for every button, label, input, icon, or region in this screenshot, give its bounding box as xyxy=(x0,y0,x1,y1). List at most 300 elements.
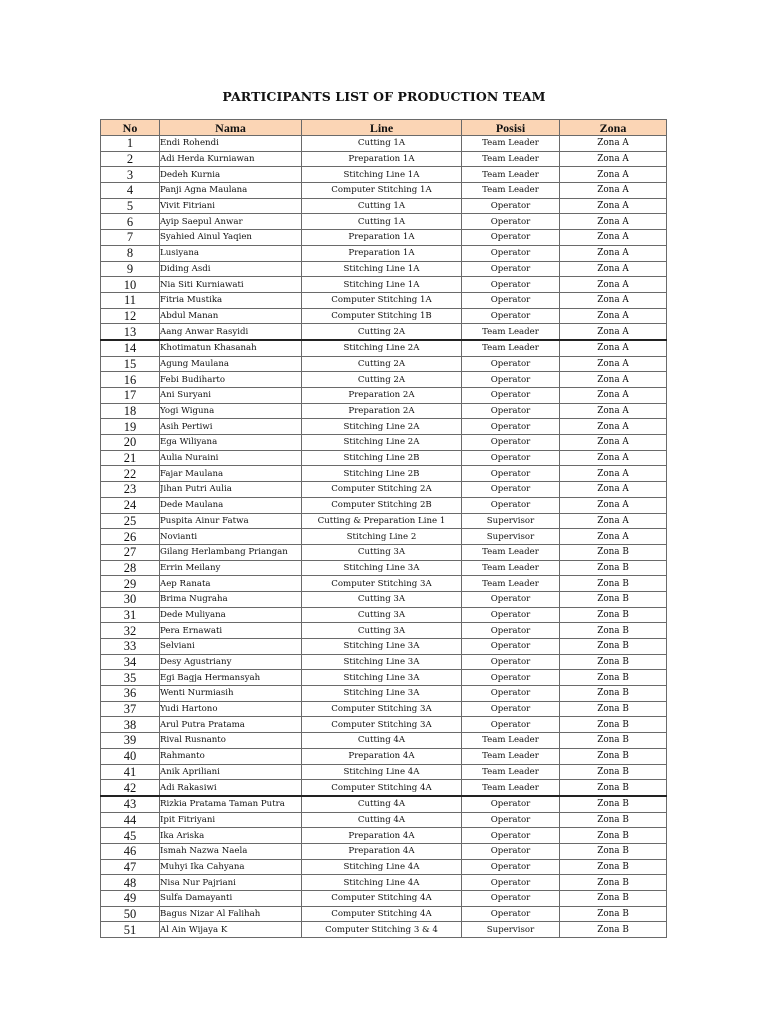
cell-nama: Agung Maulana xyxy=(160,356,302,372)
table-row xyxy=(101,733,667,749)
cell-posisi: Operator xyxy=(462,214,560,230)
cell-line: Cutting 3A xyxy=(302,623,462,639)
cell-posisi: Operator xyxy=(462,419,560,435)
cell-no: 19 xyxy=(101,419,160,435)
cell-line: Preparation 1A xyxy=(302,230,462,246)
cell-zona: Zona A xyxy=(560,245,667,261)
cell-posisi: Team Leader xyxy=(462,780,560,796)
cell-nama: Sulfa Damayanti xyxy=(160,891,302,907)
table-row xyxy=(101,544,667,560)
cell-posisi: Operator xyxy=(462,230,560,246)
cell-zona: Zona A xyxy=(560,340,667,356)
table-row xyxy=(101,261,667,277)
cell-zona: Zona A xyxy=(560,308,667,324)
cell-nama: Fitria Mustika xyxy=(160,292,302,308)
cell-no: 38 xyxy=(101,717,160,733)
table-row xyxy=(101,670,667,686)
cell-zona: Zona A xyxy=(560,450,667,466)
cell-no: 23 xyxy=(101,482,160,498)
cell-posisi: Operator xyxy=(462,482,560,498)
cell-line: Stitching Line 3A xyxy=(302,686,462,702)
cell-nama: Rizkia Pratama Taman Putra xyxy=(160,796,302,812)
cell-zona: Zona A xyxy=(560,214,667,230)
cell-zona: Zona B xyxy=(560,654,667,670)
cell-zona: Zona B xyxy=(560,780,667,796)
cell-posisi: Team Leader xyxy=(462,340,560,356)
cell-no: 22 xyxy=(101,466,160,482)
cell-zona: Zona B xyxy=(560,843,667,859)
table-row xyxy=(101,419,667,435)
cell-nama: Aep Ranata xyxy=(160,576,302,592)
cell-zona: Zona B xyxy=(560,639,667,655)
cell-zona: Zona B xyxy=(560,560,667,576)
cell-posisi: Operator xyxy=(462,356,560,372)
page-title: PARTICIPANTS LIST OF PRODUCTION TEAM xyxy=(222,89,546,104)
cell-nama: Nia Siti Kurniawati xyxy=(160,277,302,293)
cell-no: 21 xyxy=(101,450,160,466)
cell-nama: Puspita Ainur Fatwa xyxy=(160,513,302,529)
table-row xyxy=(101,466,667,482)
cell-zona: Zona A xyxy=(560,230,667,246)
cell-posisi: Operator xyxy=(462,906,560,922)
table-row xyxy=(101,136,667,152)
table-row xyxy=(101,151,667,167)
cell-nama: Dede Maulana xyxy=(160,497,302,513)
table-body xyxy=(101,136,667,938)
cell-nama: Rahmanto xyxy=(160,748,302,764)
cell-posisi: Operator xyxy=(462,198,560,214)
cell-zona: Zona A xyxy=(560,419,667,435)
cell-zona: Zona A xyxy=(560,356,667,372)
cell-nama: Lusiyana xyxy=(160,245,302,261)
cell-nama: Gilang Herlambang Priangan xyxy=(160,544,302,560)
cell-zona: Zona A xyxy=(560,529,667,545)
cell-nama: Yudi Hartono xyxy=(160,701,302,717)
cell-zona: Zona B xyxy=(560,796,667,812)
cell-no: 1 xyxy=(101,136,160,152)
cell-no: 5 xyxy=(101,198,160,214)
cell-zona: Zona A xyxy=(560,167,667,183)
cell-no: 6 xyxy=(101,214,160,230)
table-row xyxy=(101,654,667,670)
cell-line: Computer Stitching 3A xyxy=(302,576,462,592)
cell-line: Stitching Line 2A xyxy=(302,419,462,435)
cell-no: 49 xyxy=(101,891,160,907)
cell-nama: Syahied Ainul Yaqien xyxy=(160,230,302,246)
cell-line: Cutting 4A xyxy=(302,796,462,812)
table-row xyxy=(101,701,667,717)
cell-line: Cutting & Preparation Line 1 xyxy=(302,513,462,529)
cell-zona: Zona B xyxy=(560,701,667,717)
cell-no: 45 xyxy=(101,828,160,844)
table-row xyxy=(101,356,667,372)
table-row xyxy=(101,198,667,214)
header-no: No xyxy=(101,120,160,136)
cell-no: 47 xyxy=(101,859,160,875)
cell-no: 36 xyxy=(101,686,160,702)
cell-nama: Bagus Nizar Al Falihah xyxy=(160,906,302,922)
cell-nama: Abdul Manan xyxy=(160,308,302,324)
cell-zona: Zona A xyxy=(560,324,667,340)
cell-posisi: Operator xyxy=(462,497,560,513)
cell-posisi: Operator xyxy=(462,639,560,655)
cell-zona: Zona A xyxy=(560,136,667,152)
cell-zona: Zona A xyxy=(560,261,667,277)
cell-no: 43 xyxy=(101,796,160,812)
table-row xyxy=(101,639,667,655)
cell-zona: Zona B xyxy=(560,670,667,686)
cell-no: 16 xyxy=(101,372,160,388)
cell-no: 2 xyxy=(101,151,160,167)
cell-nama: Anik Apriliani xyxy=(160,764,302,780)
cell-line: Stitching Line 4A xyxy=(302,875,462,891)
table-row xyxy=(101,780,667,796)
table-row xyxy=(101,717,667,733)
cell-nama: Vivit Fitriani xyxy=(160,198,302,214)
cell-line: Stitching Line 3A xyxy=(302,639,462,655)
cell-no: 35 xyxy=(101,670,160,686)
cell-zona: Zona B xyxy=(560,812,667,828)
cell-no: 12 xyxy=(101,308,160,324)
cell-no: 11 xyxy=(101,292,160,308)
cell-line: Computer Stitching 4A xyxy=(302,891,462,907)
cell-posisi: Team Leader xyxy=(462,183,560,199)
cell-zona: Zona B xyxy=(560,717,667,733)
cell-line: Cutting 2A xyxy=(302,356,462,372)
table-row xyxy=(101,922,667,938)
cell-zona: Zona A xyxy=(560,435,667,451)
cell-nama: Aulia Nuraini xyxy=(160,450,302,466)
table-row xyxy=(101,435,667,451)
cell-zona: Zona B xyxy=(560,828,667,844)
table-row xyxy=(101,340,667,356)
cell-zona: Zona B xyxy=(560,607,667,623)
cell-zona: Zona B xyxy=(560,764,667,780)
cell-nama: Ani Suryani xyxy=(160,388,302,404)
cell-posisi: Operator xyxy=(462,607,560,623)
cell-line: Computer Stitching 3A xyxy=(302,717,462,733)
cell-no: 33 xyxy=(101,639,160,655)
cell-posisi: Operator xyxy=(462,796,560,812)
cell-line: Stitching Line 2B xyxy=(302,466,462,482)
cell-line: Computer Stitching 2A xyxy=(302,482,462,498)
cell-nama: Pera Ernawati xyxy=(160,623,302,639)
cell-posisi: Operator xyxy=(462,717,560,733)
cell-line: Stitching Line 2A xyxy=(302,435,462,451)
cell-zona: Zona B xyxy=(560,922,667,938)
cell-line: Stitching Line 1A xyxy=(302,167,462,183)
table-row xyxy=(101,450,667,466)
table-row xyxy=(101,843,667,859)
cell-posisi: Team Leader xyxy=(462,167,560,183)
cell-line: Stitching Line 3A xyxy=(302,560,462,576)
header-nama: Nama xyxy=(160,120,302,136)
cell-zona: Zona A xyxy=(560,183,667,199)
cell-posisi: Operator xyxy=(462,828,560,844)
cell-line: Stitching Line 1A xyxy=(302,261,462,277)
table-row xyxy=(101,607,667,623)
cell-nama: Fajar Maulana xyxy=(160,466,302,482)
cell-no: 40 xyxy=(101,748,160,764)
cell-nama: Ipit Fitriyani xyxy=(160,812,302,828)
cell-zona: Zona A xyxy=(560,277,667,293)
cell-posisi: Operator xyxy=(462,261,560,277)
participants-table xyxy=(100,119,667,938)
cell-nama: Muhyi Ika Cahyana xyxy=(160,859,302,875)
cell-posisi: Operator xyxy=(462,245,560,261)
cell-posisi: Operator xyxy=(462,701,560,717)
cell-zona: Zona A xyxy=(560,466,667,482)
cell-line: Preparation 4A xyxy=(302,748,462,764)
table-row xyxy=(101,513,667,529)
cell-zona: Zona A xyxy=(560,388,667,404)
cell-nama: Brima Nugraha xyxy=(160,591,302,607)
cell-no: 41 xyxy=(101,764,160,780)
cell-nama: Febi Budiharto xyxy=(160,372,302,388)
cell-nama: Novianti xyxy=(160,529,302,545)
cell-no: 39 xyxy=(101,733,160,749)
cell-no: 13 xyxy=(101,324,160,340)
cell-line: Cutting 3A xyxy=(302,544,462,560)
table-row xyxy=(101,828,667,844)
table-row xyxy=(101,324,667,340)
table-row xyxy=(101,403,667,419)
cell-nama: Endi Rohendi xyxy=(160,136,302,152)
table-row xyxy=(101,482,667,498)
cell-line: Cutting 1A xyxy=(302,214,462,230)
cell-line: Cutting 3A xyxy=(302,591,462,607)
cell-posisi: Team Leader xyxy=(462,544,560,560)
table-row xyxy=(101,230,667,246)
cell-no: 24 xyxy=(101,497,160,513)
cell-no: 10 xyxy=(101,277,160,293)
cell-zona: Zona B xyxy=(560,623,667,639)
cell-nama: Ika Ariska xyxy=(160,828,302,844)
cell-no: 4 xyxy=(101,183,160,199)
cell-zona: Zona A xyxy=(560,372,667,388)
cell-zona: Zona B xyxy=(560,748,667,764)
cell-line: Preparation 2A xyxy=(302,388,462,404)
table-row xyxy=(101,796,667,812)
cell-posisi: Operator xyxy=(462,403,560,419)
cell-line: Cutting 4A xyxy=(302,733,462,749)
cell-nama: Errin Meilany xyxy=(160,560,302,576)
cell-zona: Zona A xyxy=(560,497,667,513)
table-row xyxy=(101,812,667,828)
cell-nama: Rival Rusnanto xyxy=(160,733,302,749)
table-row xyxy=(101,292,667,308)
cell-nama: Wenti Nurmiasih xyxy=(160,686,302,702)
cell-nama: Ega Wiliyana xyxy=(160,435,302,451)
cell-nama: Arul Putra Pratama xyxy=(160,717,302,733)
header-zona: Zona xyxy=(560,120,667,136)
table-row xyxy=(101,388,667,404)
table-row xyxy=(101,891,667,907)
cell-line: Computer Stitching 3A xyxy=(302,701,462,717)
cell-no: 37 xyxy=(101,701,160,717)
cell-posisi: Operator xyxy=(462,277,560,293)
cell-posisi: Team Leader xyxy=(462,560,560,576)
cell-line: Computer Stitching 4A xyxy=(302,906,462,922)
cell-posisi: Operator xyxy=(462,292,560,308)
cell-no: 7 xyxy=(101,230,160,246)
cell-posisi: Operator xyxy=(462,812,560,828)
cell-zona: Zona B xyxy=(560,576,667,592)
cell-posisi: Team Leader xyxy=(462,151,560,167)
cell-nama: Egi Bagja Hermansyah xyxy=(160,670,302,686)
cell-posisi: Supervisor xyxy=(462,922,560,938)
cell-line: Computer Stitching 3 & 4 xyxy=(302,922,462,938)
cell-posisi: Supervisor xyxy=(462,513,560,529)
cell-no: 27 xyxy=(101,544,160,560)
cell-zona: Zona B xyxy=(560,686,667,702)
cell-nama: Adi Herda Kurniawan xyxy=(160,151,302,167)
cell-posisi: Operator xyxy=(462,591,560,607)
cell-no: 48 xyxy=(101,875,160,891)
cell-line: Cutting 3A xyxy=(302,607,462,623)
cell-no: 30 xyxy=(101,591,160,607)
cell-no: 9 xyxy=(101,261,160,277)
cell-posisi: Operator xyxy=(462,623,560,639)
cell-no: 14 xyxy=(101,340,160,356)
cell-posisi: Supervisor xyxy=(462,529,560,545)
cell-zona: Zona B xyxy=(560,544,667,560)
table-row xyxy=(101,906,667,922)
cell-zona: Zona B xyxy=(560,875,667,891)
cell-nama: Diding Asdi xyxy=(160,261,302,277)
cell-posisi: Operator xyxy=(462,843,560,859)
cell-line: Preparation 1A xyxy=(302,151,462,167)
cell-line: Stitching Line 2 xyxy=(302,529,462,545)
cell-line: Stitching Line 3A xyxy=(302,654,462,670)
cell-posisi: Operator xyxy=(462,654,560,670)
table-row xyxy=(101,623,667,639)
cell-posisi: Operator xyxy=(462,891,560,907)
cell-line: Cutting 2A xyxy=(302,372,462,388)
cell-posisi: Team Leader xyxy=(462,764,560,780)
cell-posisi: Team Leader xyxy=(462,576,560,592)
cell-nama: Aang Anwar Rasyidi xyxy=(160,324,302,340)
header-line: Line xyxy=(302,120,462,136)
table-row xyxy=(101,497,667,513)
cell-line: Stitching Line 2A xyxy=(302,340,462,356)
cell-no: 25 xyxy=(101,513,160,529)
table-header-row xyxy=(101,120,667,136)
cell-line: Computer Stitching 4A xyxy=(302,780,462,796)
cell-zona: Zona A xyxy=(560,198,667,214)
cell-no: 28 xyxy=(101,560,160,576)
cell-no: 46 xyxy=(101,843,160,859)
table-row xyxy=(101,875,667,891)
cell-posisi: Operator xyxy=(462,686,560,702)
cell-no: 51 xyxy=(101,922,160,938)
table-row xyxy=(101,308,667,324)
cell-posisi: Operator xyxy=(462,388,560,404)
cell-zona: Zona A xyxy=(560,403,667,419)
cell-line: Stitching Line 1A xyxy=(302,277,462,293)
cell-no: 31 xyxy=(101,607,160,623)
table-row xyxy=(101,748,667,764)
cell-nama: Adi Rakasiwi xyxy=(160,780,302,796)
cell-line: Cutting 4A xyxy=(302,812,462,828)
cell-posisi: Team Leader xyxy=(462,748,560,764)
cell-line: Preparation 4A xyxy=(302,843,462,859)
cell-line: Stitching Line 2B xyxy=(302,450,462,466)
table-row xyxy=(101,183,667,199)
cell-zona: Zona A xyxy=(560,482,667,498)
table-row xyxy=(101,277,667,293)
cell-no: 44 xyxy=(101,812,160,828)
cell-nama: Ismah Nazwa Naela xyxy=(160,843,302,859)
table-row xyxy=(101,372,667,388)
cell-zona: Zona B xyxy=(560,891,667,907)
cell-no: 18 xyxy=(101,403,160,419)
cell-line: Computer Stitching 2B xyxy=(302,497,462,513)
cell-no: 15 xyxy=(101,356,160,372)
cell-posisi: Operator xyxy=(462,372,560,388)
cell-posisi: Operator xyxy=(462,875,560,891)
cell-no: 8 xyxy=(101,245,160,261)
cell-nama: Panji Agna Maulana xyxy=(160,183,302,199)
cell-posisi: Operator xyxy=(462,466,560,482)
cell-nama: Khotimatun Khasanah xyxy=(160,340,302,356)
cell-zona: Zona B xyxy=(560,591,667,607)
cell-no: 3 xyxy=(101,167,160,183)
cell-no: 17 xyxy=(101,388,160,404)
cell-nama: Yogi Wiguna xyxy=(160,403,302,419)
cell-nama: Dede Muliyana xyxy=(160,607,302,623)
cell-nama: Dedeh Kurnia xyxy=(160,167,302,183)
table-row xyxy=(101,859,667,875)
cell-no: 42 xyxy=(101,780,160,796)
table-row xyxy=(101,560,667,576)
cell-posisi: Team Leader xyxy=(462,324,560,340)
table-row xyxy=(101,764,667,780)
cell-line: Stitching Line 4A xyxy=(302,764,462,780)
cell-no: 26 xyxy=(101,529,160,545)
cell-nama: Asih Pertiwi xyxy=(160,419,302,435)
cell-line: Computer Stitching 1B xyxy=(302,308,462,324)
cell-nama: Al Ain Wijaya K xyxy=(160,922,302,938)
cell-posisi: Operator xyxy=(462,308,560,324)
header-posisi: Posisi xyxy=(462,120,560,136)
cell-zona: Zona B xyxy=(560,859,667,875)
table-row xyxy=(101,529,667,545)
cell-posisi: Operator xyxy=(462,450,560,466)
cell-no: 50 xyxy=(101,906,160,922)
cell-zona: Zona A xyxy=(560,151,667,167)
cell-posisi: Operator xyxy=(462,435,560,451)
cell-line: Preparation 4A xyxy=(302,828,462,844)
cell-zona: Zona A xyxy=(560,513,667,529)
cell-line: Cutting 1A xyxy=(302,198,462,214)
cell-line: Cutting 2A xyxy=(302,324,462,340)
cell-zona: Zona A xyxy=(560,292,667,308)
table-row xyxy=(101,686,667,702)
cell-posisi: Operator xyxy=(462,859,560,875)
table-row xyxy=(101,576,667,592)
cell-no: 34 xyxy=(101,654,160,670)
cell-posisi: Operator xyxy=(462,670,560,686)
cell-line: Preparation 2A xyxy=(302,403,462,419)
cell-line: Computer Stitching 1A xyxy=(302,183,462,199)
cell-no: 29 xyxy=(101,576,160,592)
cell-nama: Selviani xyxy=(160,639,302,655)
cell-no: 32 xyxy=(101,623,160,639)
table-row xyxy=(101,167,667,183)
cell-nama: Jihan Putri Aulia xyxy=(160,482,302,498)
cell-posisi: Team Leader xyxy=(462,136,560,152)
